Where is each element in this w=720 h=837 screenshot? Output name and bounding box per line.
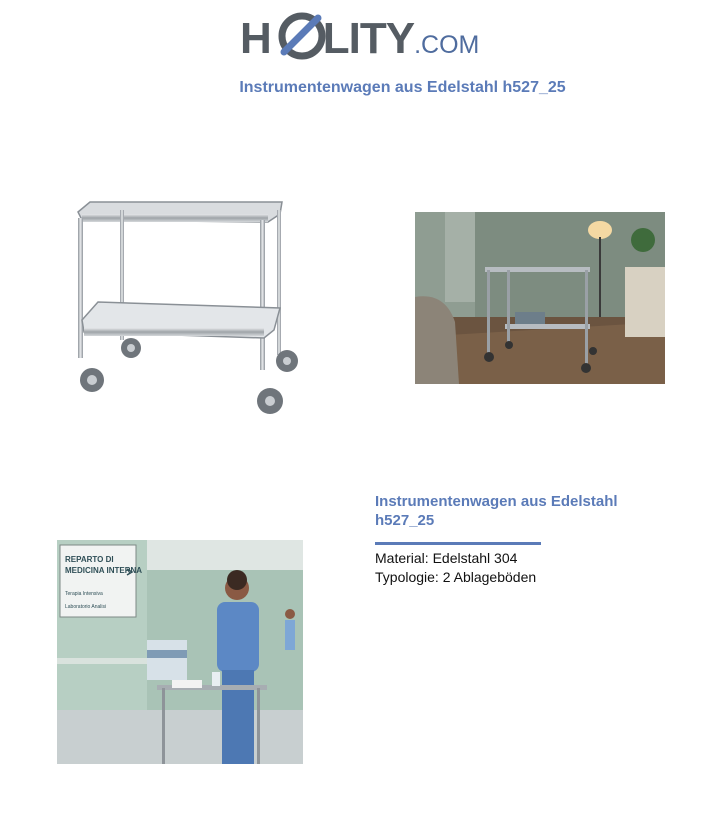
title-divider xyxy=(375,542,541,545)
sign-line2: MEDICINA INTERNA xyxy=(65,566,143,575)
room-illustration xyxy=(415,212,665,384)
hospital-illustration xyxy=(57,540,303,764)
sign-line3: Terapia Intensiva xyxy=(65,591,103,597)
product-info xyxy=(375,492,675,587)
logo-o-icon xyxy=(278,12,326,60)
sign-line1: REPARTO DI xyxy=(65,555,114,564)
spec-typology: Typologie: 2 Ablageböden xyxy=(375,569,537,585)
logo-wordmark xyxy=(240,16,479,68)
logo-letter-h: H xyxy=(240,14,271,63)
spec-material: Material: Edelstahl 304 xyxy=(375,550,518,566)
sign-line4: Laboratorio Analisi xyxy=(65,604,107,610)
product-image-hospital[interactable] xyxy=(57,540,303,764)
page-title: Instrumentenwagen aus Edelstahl h527_25 xyxy=(239,79,566,96)
product-title: Instrumentenwagen aus Edelstahl h527_25 xyxy=(375,493,618,529)
cart-illustration xyxy=(68,190,313,418)
product-image-cart[interactable] xyxy=(68,190,313,418)
product-image-room[interactable] xyxy=(415,212,665,384)
logo-letters: LITY xyxy=(322,14,415,63)
logo-dotcom: .COM xyxy=(414,31,480,59)
brand-logo[interactable] xyxy=(240,10,485,68)
